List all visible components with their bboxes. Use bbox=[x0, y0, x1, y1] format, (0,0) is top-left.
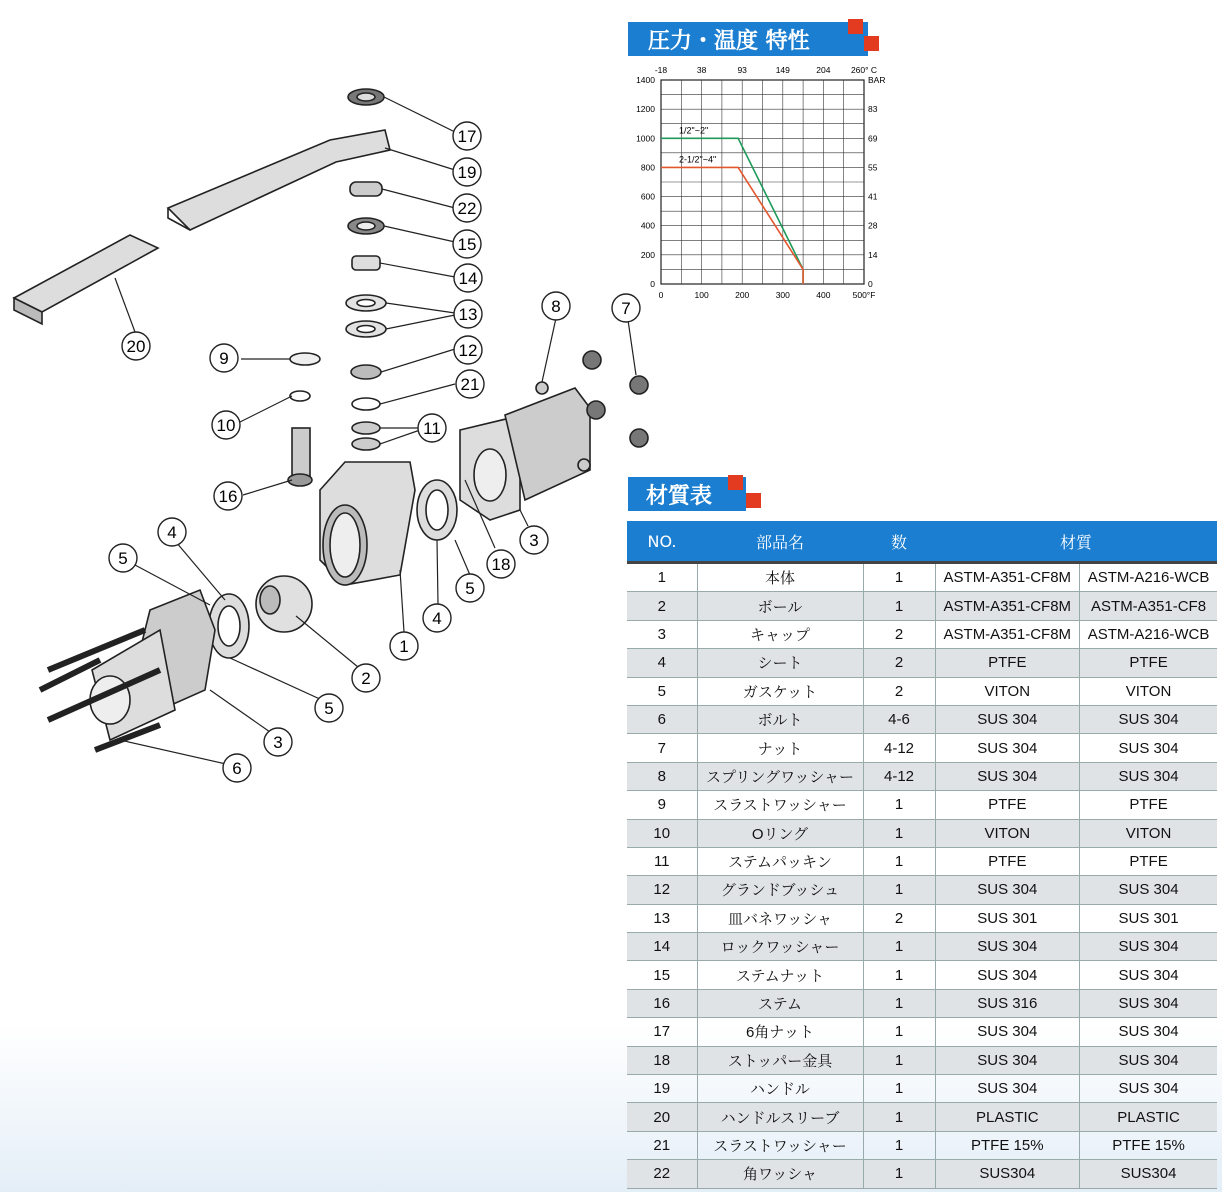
cell-part: ハンドル bbox=[697, 1075, 863, 1103]
materials-title: 材質表 bbox=[628, 477, 746, 511]
col-qty: 数 bbox=[863, 521, 935, 563]
x-top-tick: 260° C bbox=[850, 65, 878, 75]
cell-material-2: SUS 304 bbox=[1080, 762, 1217, 790]
cell-no: 16 bbox=[627, 989, 697, 1017]
x-bottom-tick: 400 bbox=[816, 290, 831, 300]
cell-part: 本体 bbox=[697, 563, 863, 592]
cell-qty: 4-12 bbox=[863, 762, 935, 790]
cell-part: スラストワッシャー bbox=[697, 791, 863, 819]
table-row bbox=[627, 734, 1217, 762]
cell-material-1: PTFE bbox=[935, 847, 1080, 875]
callout bbox=[454, 264, 482, 292]
callout-number: 17 bbox=[457, 127, 477, 146]
cell-qty: 1 bbox=[863, 961, 935, 989]
cell-no: 7 bbox=[627, 734, 697, 762]
callout bbox=[487, 550, 515, 578]
table-header-row bbox=[627, 521, 1217, 563]
cell-part: ステムナット bbox=[697, 961, 863, 989]
table-row bbox=[627, 904, 1217, 932]
brand-square-red bbox=[728, 475, 743, 490]
cell-part: ステム bbox=[697, 989, 863, 1017]
callout-number: 2 bbox=[361, 669, 371, 688]
callout-number: 3 bbox=[529, 531, 539, 550]
callout-number: 4 bbox=[432, 609, 442, 628]
cell-material-2: ASTM-A216-WCB bbox=[1080, 563, 1217, 592]
x-bottom-tick: 200 bbox=[735, 290, 750, 300]
callout bbox=[212, 411, 240, 439]
callout-number: 16 bbox=[218, 487, 238, 506]
y-right-tick: 83 bbox=[868, 104, 878, 115]
y-right-tick: 28 bbox=[868, 220, 878, 231]
cell-part: ボルト bbox=[697, 705, 863, 733]
table-row bbox=[627, 1018, 1217, 1046]
cell-part: ステムパッキン bbox=[697, 847, 863, 875]
cell-no: 21 bbox=[627, 1131, 697, 1159]
y-left-tick: 600 bbox=[640, 191, 655, 202]
cell-part: キャップ bbox=[697, 620, 863, 648]
y-left-tick: 0 bbox=[650, 279, 655, 289]
materials-table bbox=[627, 521, 1217, 1189]
cell-no: 12 bbox=[627, 876, 697, 904]
cell-material-1: SUS 304 bbox=[935, 705, 1080, 733]
cell-no: 1 bbox=[627, 563, 697, 592]
cell-part: ロックワッシャー bbox=[697, 933, 863, 961]
packing-11 bbox=[352, 422, 380, 434]
x-top-tick: 38 bbox=[696, 65, 707, 75]
callout bbox=[158, 518, 186, 546]
pressure-temp-title: 圧力・温度 特性 bbox=[628, 22, 868, 56]
callout-number: 4 bbox=[167, 523, 177, 542]
callout bbox=[542, 292, 570, 320]
cell-material-2: SUS 304 bbox=[1080, 989, 1217, 1017]
cell-material-2: SUS 304 bbox=[1080, 1046, 1217, 1074]
cell-no: 8 bbox=[627, 762, 697, 790]
cell-part: スラストワッシャー bbox=[697, 1131, 863, 1159]
table-row bbox=[627, 1160, 1217, 1188]
callout-number: 22 bbox=[457, 199, 477, 218]
cell-material-1: PTFE bbox=[935, 649, 1080, 677]
callout-number: 5 bbox=[118, 549, 128, 568]
x-top-tick: -18 bbox=[654, 65, 668, 75]
callout bbox=[456, 574, 484, 602]
cell-part: ハンドルスリーブ bbox=[697, 1103, 863, 1131]
callout bbox=[352, 664, 380, 692]
cell-material-1: VITON bbox=[935, 677, 1080, 705]
callout bbox=[453, 194, 481, 222]
cell-qty: 1 bbox=[863, 563, 935, 592]
cell-material-2: SUS 304 bbox=[1080, 734, 1217, 762]
callout bbox=[453, 122, 481, 150]
cell-qty: 1 bbox=[863, 1018, 935, 1046]
x-top-tick: 93 bbox=[737, 65, 747, 75]
table-row bbox=[627, 1103, 1217, 1131]
gland-12 bbox=[351, 365, 381, 379]
washer-22 bbox=[350, 182, 382, 196]
y-right-tick: 0 bbox=[868, 279, 873, 289]
cell-qty: 2 bbox=[863, 649, 935, 677]
callout bbox=[454, 300, 482, 328]
y-right-tick: 14 bbox=[868, 249, 878, 260]
callout bbox=[223, 754, 251, 782]
cell-material-1: SUS 304 bbox=[935, 1046, 1080, 1074]
y-left-tick: 1000 bbox=[636, 133, 655, 144]
cell-no: 6 bbox=[627, 705, 697, 733]
cell-part: ストッパー金具 bbox=[697, 1046, 863, 1074]
cell-part: 角ワッシャ bbox=[697, 1160, 863, 1188]
cell-qty: 1 bbox=[863, 1160, 935, 1188]
cell-material-1: PTFE bbox=[935, 791, 1080, 819]
table-row bbox=[627, 592, 1217, 620]
cell-material-1: SUS304 bbox=[935, 1160, 1080, 1188]
cell-no: 4 bbox=[627, 649, 697, 677]
callout bbox=[454, 336, 482, 364]
cell-material-2: PTFE 15% bbox=[1080, 1131, 1217, 1159]
table-row bbox=[627, 563, 1217, 592]
cell-no: 15 bbox=[627, 961, 697, 989]
cell-no: 22 bbox=[627, 1160, 697, 1188]
callout-number: 18 bbox=[491, 555, 511, 574]
y-left-tick: 200 bbox=[640, 249, 655, 260]
cell-qty: 1 bbox=[863, 876, 935, 904]
cell-material-1: SUS 304 bbox=[935, 876, 1080, 904]
callout-number: 1 bbox=[399, 637, 409, 656]
y-left-tick: 1200 bbox=[636, 104, 655, 115]
table-row bbox=[627, 961, 1217, 989]
cell-material-2: PLASTIC bbox=[1080, 1103, 1217, 1131]
callout-number: 14 bbox=[458, 269, 478, 288]
cell-qty: 4-12 bbox=[863, 734, 935, 762]
callout-number: 8 bbox=[551, 297, 561, 316]
cell-material-1: SUS 304 bbox=[935, 734, 1080, 762]
cell-material-1: ASTM-A351-CF8M bbox=[935, 592, 1080, 620]
cell-no: 2 bbox=[627, 592, 697, 620]
cell-material-1: SUS 304 bbox=[935, 1018, 1080, 1046]
cell-part: シート bbox=[697, 649, 863, 677]
cell-qty: 1 bbox=[863, 1046, 935, 1074]
cell-part: ボール bbox=[697, 592, 863, 620]
table-row bbox=[627, 677, 1217, 705]
cell-material-2: PTFE bbox=[1080, 847, 1217, 875]
exploded-view-diagram bbox=[0, 70, 690, 790]
cell-material-2: SUS 301 bbox=[1080, 904, 1217, 932]
y-left-tick: 400 bbox=[640, 220, 655, 231]
cell-no: 17 bbox=[627, 1018, 697, 1046]
table-row bbox=[627, 989, 1217, 1017]
cell-qty: 1 bbox=[863, 592, 935, 620]
callout bbox=[315, 694, 343, 722]
cell-material-2: SUS 304 bbox=[1080, 1018, 1217, 1046]
y-right-tick: BAR bbox=[868, 75, 886, 85]
cell-no: 20 bbox=[627, 1103, 697, 1131]
cell-material-1: PTFE 15% bbox=[935, 1131, 1080, 1159]
callout-number: 3 bbox=[273, 733, 283, 752]
brand-square-red bbox=[864, 36, 879, 51]
cell-material-2: SUS 304 bbox=[1080, 705, 1217, 733]
chart-grid bbox=[661, 80, 864, 284]
callout-number: 20 bbox=[126, 337, 146, 356]
callout-number: 5 bbox=[465, 579, 475, 598]
cell-material-2: PTFE bbox=[1080, 649, 1217, 677]
series-label: 2-1/2"~4" bbox=[679, 154, 717, 165]
cell-no: 19 bbox=[627, 1075, 697, 1103]
cell-no: 14 bbox=[627, 933, 697, 961]
cell-no: 18 bbox=[627, 1046, 697, 1074]
y-left-tick: 800 bbox=[640, 162, 655, 173]
cell-no: 10 bbox=[627, 819, 697, 847]
table-row bbox=[627, 791, 1217, 819]
callout-number: 12 bbox=[458, 341, 478, 360]
pressure-temp-header bbox=[628, 22, 868, 56]
callout bbox=[612, 294, 640, 322]
callout bbox=[264, 728, 292, 756]
callout-number: 21 bbox=[460, 375, 480, 394]
stem-part bbox=[292, 428, 310, 480]
handle-sleeve-part bbox=[14, 235, 158, 312]
x-top-tick: 204 bbox=[816, 65, 831, 75]
cell-material-1: SUS 304 bbox=[935, 762, 1080, 790]
brand-square-red bbox=[848, 19, 863, 34]
callout bbox=[122, 332, 150, 360]
callout bbox=[214, 482, 242, 510]
brand-square-blue bbox=[728, 493, 743, 508]
cell-part: ガスケット bbox=[697, 677, 863, 705]
table-row bbox=[627, 1075, 1217, 1103]
cell-qty: 1 bbox=[863, 819, 935, 847]
x-top-tick: 149 bbox=[775, 65, 790, 75]
cell-material-1: PLASTIC bbox=[935, 1103, 1080, 1131]
cell-material-2: VITON bbox=[1080, 819, 1217, 847]
cell-part: Oリング bbox=[697, 819, 863, 847]
callout-number: 10 bbox=[216, 416, 236, 435]
thrust-washer-9 bbox=[290, 353, 320, 365]
x-bottom-tick: 0 bbox=[658, 290, 664, 300]
cell-material-2: SUS304 bbox=[1080, 1160, 1217, 1188]
handle-part bbox=[168, 130, 390, 230]
cell-material-2: SUS 304 bbox=[1080, 933, 1217, 961]
table-row bbox=[627, 1131, 1217, 1159]
cell-no: 3 bbox=[627, 620, 697, 648]
col-material: 材質 bbox=[935, 521, 1217, 563]
callout-number: 5 bbox=[324, 699, 334, 718]
callout bbox=[418, 414, 446, 442]
y-left-tick: 1400 bbox=[636, 75, 655, 85]
table-row bbox=[627, 620, 1217, 648]
cell-material-2: PTFE bbox=[1080, 791, 1217, 819]
cell-material-1: SUS 304 bbox=[935, 961, 1080, 989]
x-bottom-tick: 100 bbox=[694, 290, 709, 300]
table-row bbox=[627, 876, 1217, 904]
cell-material-1: SUS 316 bbox=[935, 989, 1080, 1017]
callout-number: 6 bbox=[232, 759, 242, 778]
callout bbox=[210, 344, 238, 372]
cell-material-1: SUS 301 bbox=[935, 904, 1080, 932]
col-no: NO. bbox=[627, 521, 697, 563]
cell-material-2: VITON bbox=[1080, 677, 1217, 705]
cell-no: 11 bbox=[627, 847, 697, 875]
cell-material-2: SUS 304 bbox=[1080, 961, 1217, 989]
table-row bbox=[627, 1046, 1217, 1074]
cell-material-1: SUS 304 bbox=[935, 1075, 1080, 1103]
callout bbox=[453, 158, 481, 186]
cell-qty: 2 bbox=[863, 677, 935, 705]
callout bbox=[520, 526, 548, 554]
y-right-tick: 55 bbox=[868, 162, 878, 173]
thrust-washer-21 bbox=[352, 398, 380, 410]
cell-part: ナット bbox=[697, 734, 863, 762]
y-right-tick: 69 bbox=[868, 133, 878, 144]
o-ring-10 bbox=[290, 391, 310, 401]
cell-material-2: ASTM-A351-CF8 bbox=[1080, 592, 1217, 620]
callout bbox=[423, 604, 451, 632]
callout-number: 7 bbox=[621, 299, 631, 318]
callout bbox=[390, 632, 418, 660]
series-label: 1/2"~2" bbox=[679, 125, 709, 136]
cell-qty: 4-6 bbox=[863, 705, 935, 733]
cell-part: 6角ナット bbox=[697, 1018, 863, 1046]
cell-material-1: ASTM-A351-CF8M bbox=[935, 563, 1080, 592]
callout-number: 13 bbox=[458, 305, 478, 324]
cell-qty: 1 bbox=[863, 1103, 935, 1131]
callout-number: 11 bbox=[423, 419, 441, 438]
cell-material-1: VITON bbox=[935, 819, 1080, 847]
table-row bbox=[627, 819, 1217, 847]
cell-qty: 1 bbox=[863, 933, 935, 961]
cell-qty: 2 bbox=[863, 904, 935, 932]
cell-no: 5 bbox=[627, 677, 697, 705]
y-right-tick: 41 bbox=[868, 191, 878, 202]
cell-part: グランドブッシュ bbox=[697, 876, 863, 904]
cell-qty: 1 bbox=[863, 847, 935, 875]
table-row bbox=[627, 762, 1217, 790]
cell-qty: 2 bbox=[863, 620, 935, 648]
brand-square-blue bbox=[848, 36, 863, 51]
callout-number: 19 bbox=[457, 163, 477, 182]
cell-qty: 1 bbox=[863, 1075, 935, 1103]
cell-part: スプリングワッシャー bbox=[697, 762, 863, 790]
cell-no: 9 bbox=[627, 791, 697, 819]
cell-qty: 1 bbox=[863, 1131, 935, 1159]
cell-no: 13 bbox=[627, 904, 697, 932]
x-bottom-tick: 500°F bbox=[852, 290, 876, 300]
table-row bbox=[627, 705, 1217, 733]
table-row bbox=[627, 847, 1217, 875]
cell-part: 皿バネワッシャ bbox=[697, 904, 863, 932]
brand-square-red bbox=[746, 493, 761, 508]
cell-material-1: SUS 304 bbox=[935, 933, 1080, 961]
cell-material-1: ASTM-A351-CF8M bbox=[935, 620, 1080, 648]
table-row bbox=[627, 933, 1217, 961]
lock-washer-14 bbox=[352, 256, 380, 270]
x-bottom-tick: 300 bbox=[775, 290, 790, 300]
callout bbox=[456, 370, 484, 398]
table-row bbox=[627, 649, 1217, 677]
cell-material-2: ASTM-A216-WCB bbox=[1080, 620, 1217, 648]
callout-number: 15 bbox=[457, 235, 477, 254]
cell-qty: 1 bbox=[863, 989, 935, 1017]
col-part: 部品名 bbox=[697, 521, 863, 563]
callout-number: 9 bbox=[219, 349, 229, 368]
cell-material-2: SUS 304 bbox=[1080, 1075, 1217, 1103]
cell-material-2: SUS 304 bbox=[1080, 876, 1217, 904]
cell-qty: 1 bbox=[863, 791, 935, 819]
callout bbox=[453, 230, 481, 258]
callout bbox=[109, 544, 137, 572]
